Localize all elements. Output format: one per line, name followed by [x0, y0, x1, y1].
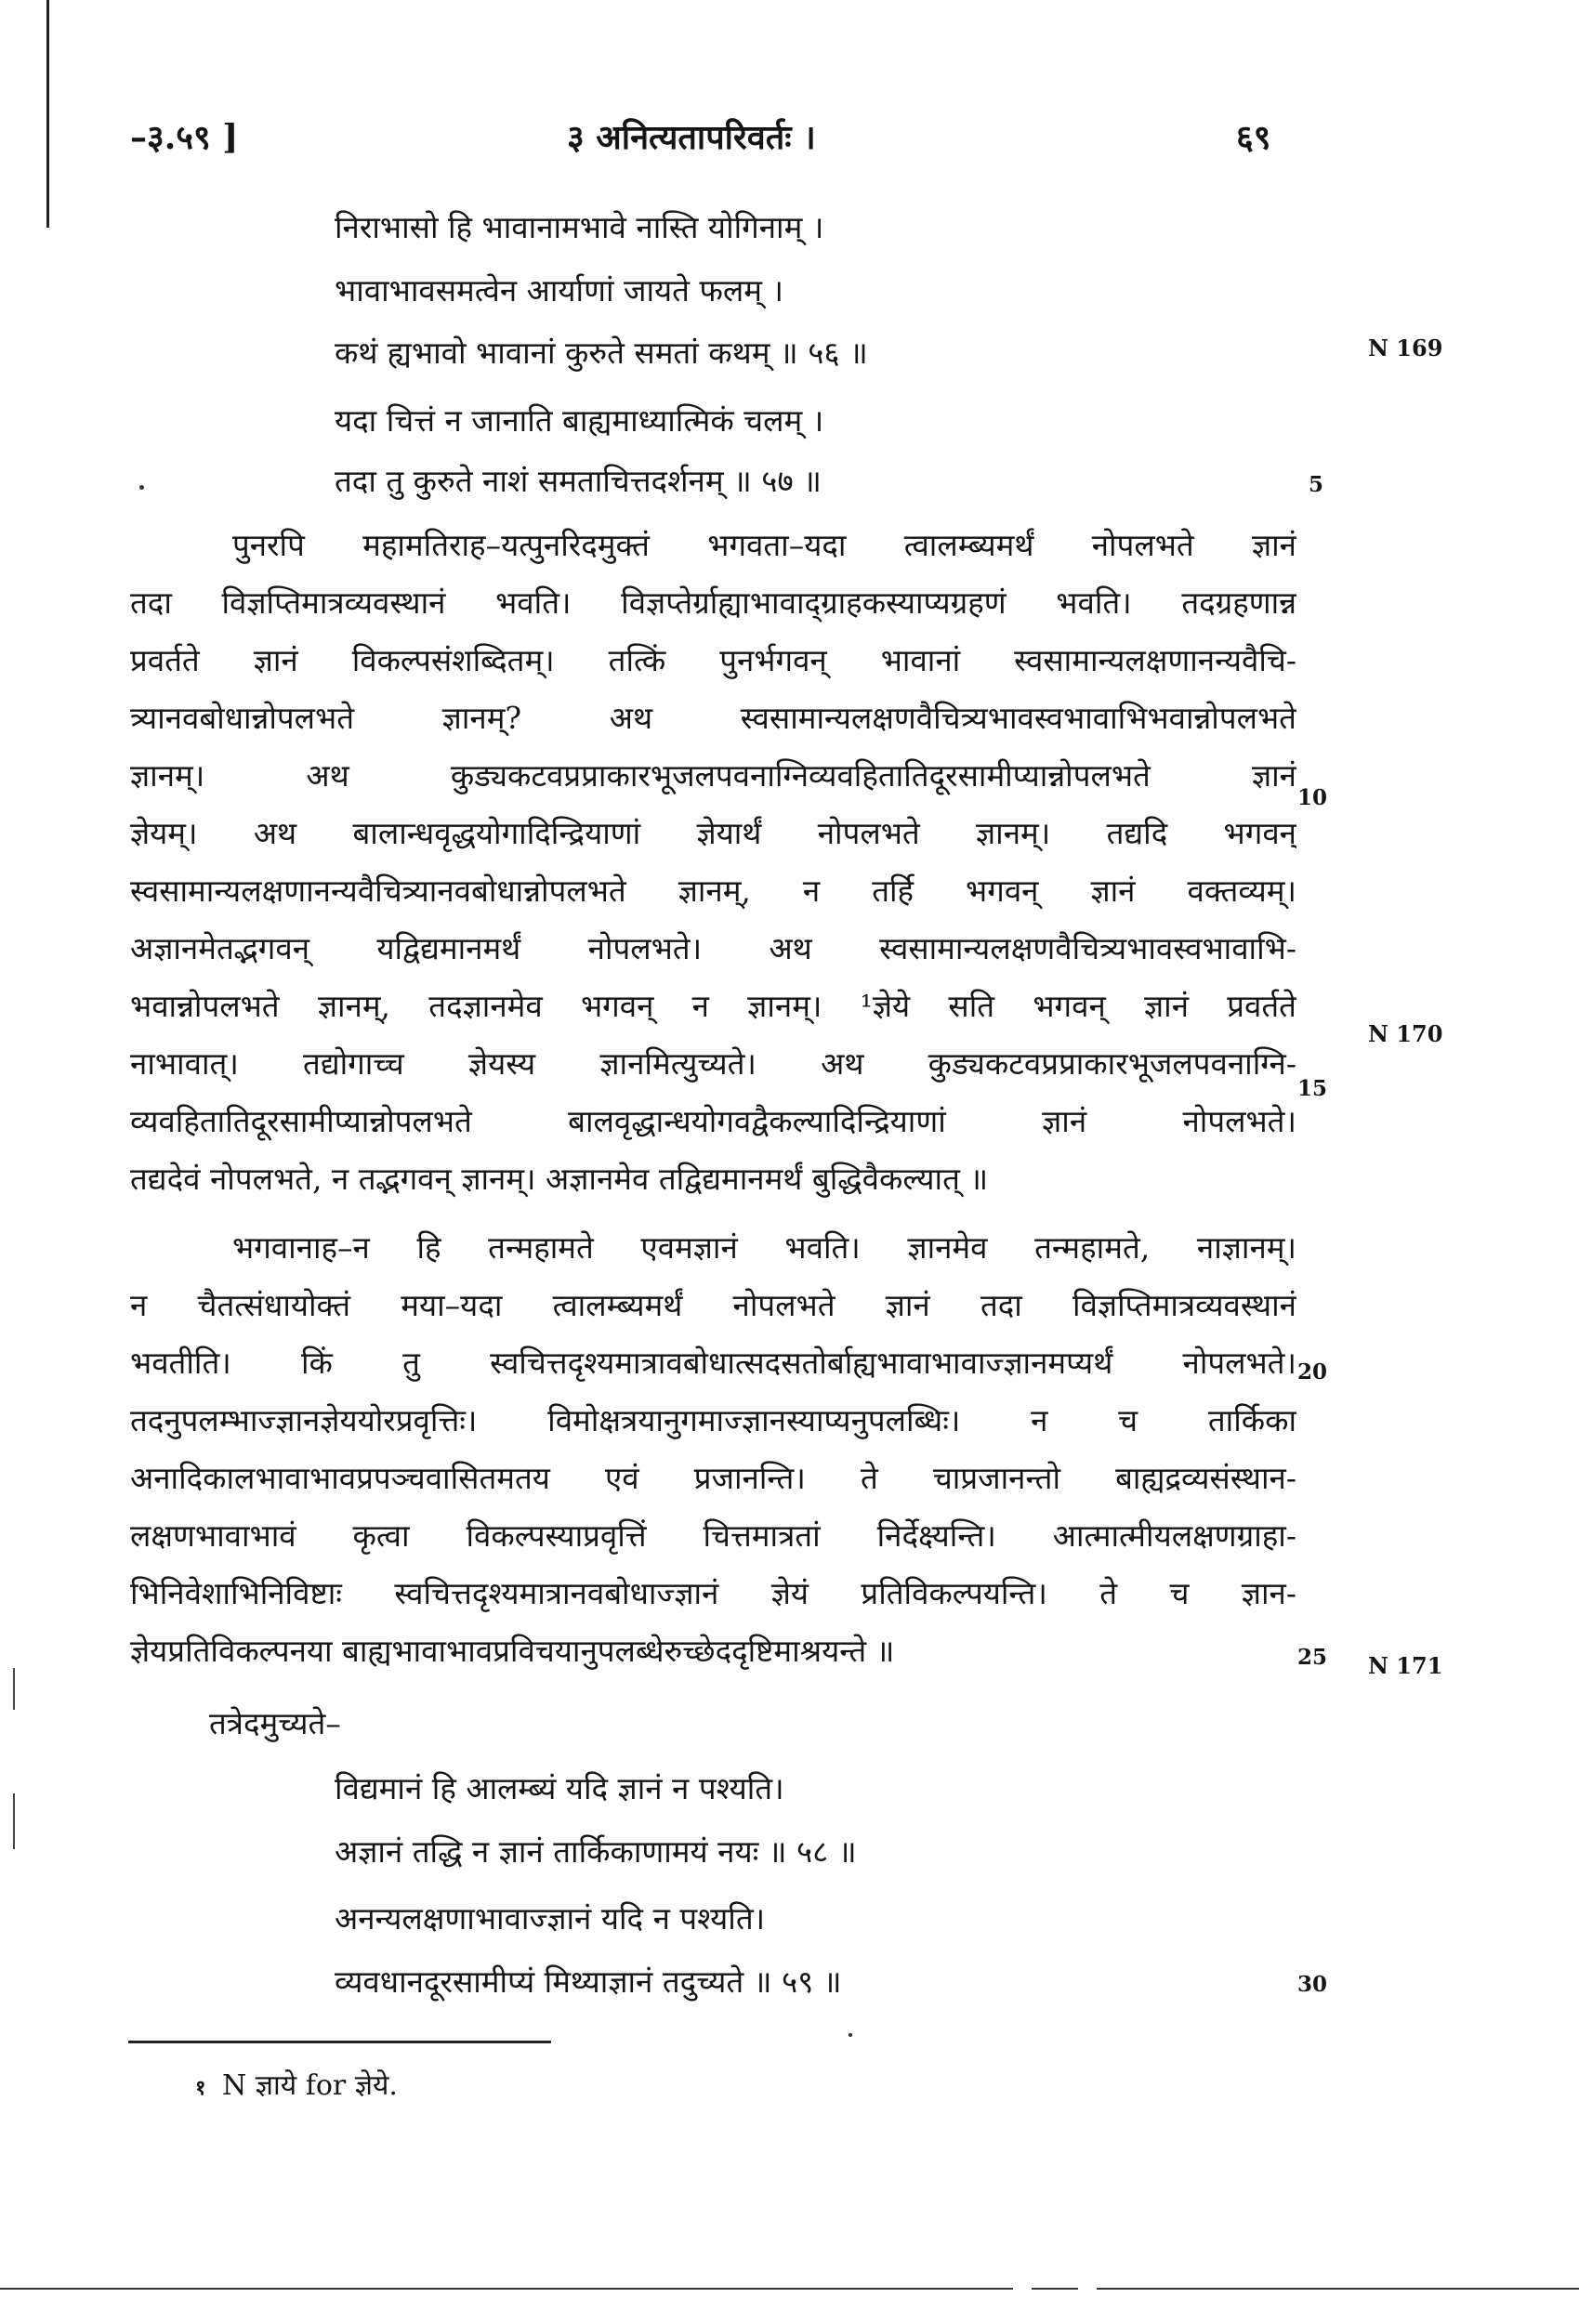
page-edge-rule — [46, 0, 49, 228]
footnote-rule — [128, 2041, 551, 2043]
line-number: 5 — [1309, 472, 1324, 497]
line-number: 15 — [1297, 1076, 1328, 1101]
prose-line: नाभावात्। तद्योगाच्च ज्ञेयस्य ज्ञानमित्युच्यते। अथ कुड्यकटवप्रप्राकारभूजलपवनाग्नि- — [130, 1045, 1296, 1082]
scan-edge-mark — [13, 1668, 15, 1710]
footnote — [195, 2065, 398, 2103]
prose-line: ज्ञानम्। अथ कुड्यकटवप्रप्राकारभूजलपवनाग्निव्यवहितातिदूरसामीप्यान्नोपलभते ज्ञानं — [130, 757, 1296, 794]
stray-dot — [849, 2033, 852, 2037]
stray-dot — [139, 485, 144, 490]
verse-line: यदा चित्तं न जानाति बाह्यमाध्यात्मिकं चलम् । — [335, 402, 824, 439]
prose-line: तदनुपलम्भाज्ज्ञानज्ञेययोरप्रवृत्तिः। विमोक्षत्रयानुगमाज्ज्ञानस्याप्यनुपलब्धिः। न च तार्किका — [130, 1402, 1296, 1438]
prose-line: तद्यदेवं नोपलभते, न तद्भगवन् ज्ञानम्। अज्ञानमेव तद्विद्यमानमर्थं बुद्धिवैकल्यात् ॥ — [130, 1161, 989, 1197]
prose-line: भगवानाह–न हि तन्महामते एवमज्ञानं भवति। ज्ञानमेव तन्महामते, नाज्ञानम्। — [232, 1229, 1296, 1266]
verse-line: अनन्यलक्षणाभावाज्ज्ञानं यदि न पश्यति। — [335, 1900, 766, 1937]
prose-line: तदा विज्ञप्तिमात्रव्यवस्थानं भवति। विज्ञप्तेर्ग्राह्याभावाद्ग्राहकस्याप्यग्रहणं भवति। तदग्रहणान्न — [130, 584, 1296, 621]
verse-line: व्यवधानदूरसामीप्यं मिथ्याज्ञानं तदुच्यते ॥ ५९ ॥ — [335, 1963, 842, 2000]
line-number: 25 — [1297, 1645, 1328, 1670]
bottom-scan-rule — [1032, 2288, 1078, 2290]
manuscript-ref: N 170 — [1368, 1020, 1443, 1047]
header-section-ref: –३.५९ ] — [130, 118, 239, 157]
prose-line: भवतीति। किं तु स्वचित्तदृश्यमात्रावबोधात्सदसतोर्बाह्यभावाभावाज्ज्ञानमप्यर्थं नोपलभते। — [130, 1345, 1296, 1381]
footnote-number: १ — [195, 2076, 206, 2100]
header-chapter-title: ३ अनित्यतापरिवर्तः । — [567, 118, 816, 157]
verse-line: तदा तु कुरुते नाशं समताचित्तदर्शनम् ॥ ५७ ॥ — [335, 463, 822, 499]
prose-line: भवान्नोपलभते ज्ञानम्, तदज्ञानमेव भगवन् न ज्ञानम्। ¹ज्ञेये सति भगवन् ज्ञानं प्रवर्तते — [130, 988, 1296, 1024]
verse-line: भावाभावसमत्वेन आर्याणां जायते फलम् । — [335, 272, 784, 309]
prose-line: भिनिवेशाभिनिविष्टाः स्वचित्तदृश्यमात्रानवबोधाज्ज्ञानं ज्ञेयं प्रतिविकल्पयन्ति। ते च ज्ञान- — [130, 1575, 1296, 1611]
footnote-text: N ज्ञाये for ज्ञेये. — [222, 2069, 398, 2102]
prose-line: ज्ञेयम्। अथ बालान्धवृद्धयोगादिन्द्रियाणां ज्ञेयार्थं नोपलभते ज्ञानम्। तद्यदि भगवन् — [130, 815, 1296, 851]
prose-line: त्र्यानवबोधान्नोपलभते ज्ञानम्? अथ स्वसामान्यलक्षणवैचित्र्यभावस्वभावाभिभवान्नोपलभते — [130, 700, 1296, 736]
prose-line: व्यवहितातिदूरसामीप्यान्नोपलभते बालवृद्धान्धयोगवद्वैकल्यादिन्द्रियाणां ज्ञानं नोपलभते। — [130, 1103, 1296, 1139]
prose-line: प्रवर्तते ज्ञानं विकल्पसंशब्दितम्। तत्किं पुनर्भगवन् भावानां स्वसामान्यलक्षणानन्यवैचि- — [130, 642, 1296, 678]
running-header — [130, 113, 1301, 169]
line-number: 20 — [1297, 1359, 1328, 1385]
verse-intro: तत्रेदमुच्यते– — [209, 1705, 341, 1741]
manuscript-ref: N 169 — [1368, 335, 1443, 361]
bottom-scan-rule — [0, 2288, 1013, 2290]
prose-line: अज्ञानमेतद्भगवन् यद्विद्यमानमर्थं नोपलभते। अथ स्वसामान्यलक्षणवैचित्र्यभावस्वभावाभि- — [130, 930, 1296, 966]
prose-line: ज्ञेयप्रतिविकल्पनया बाह्यभावाभावप्रविचयानुपलब्धेरुच्छेददृष्टिमाश्रयन्ते ॥ — [130, 1633, 895, 1669]
scan-edge-mark — [13, 1793, 15, 1849]
prose-line: अनादिकालभावाभावप्रपञ्चवासितमतय एवं प्रजानन्ति। ते चाप्रजानन्तो बाह्यद्रव्यसंस्थान- — [130, 1460, 1296, 1496]
line-number: 30 — [1297, 1972, 1328, 1997]
prose-line: पुनरपि महामतिराह–यत्पुनरिदमुक्तं भगवता–यदा त्वालम्ब्यमर्थं नोपलभते ज्ञानं — [232, 527, 1296, 563]
prose-line: स्वसामान्यलक्षणानन्यवैचित्र्यानवबोधान्नोपलभते ज्ञानम्, न तर्हि भगवन् ज्ञानं वक्तव्यम्। — [130, 873, 1296, 909]
header-page-number: ६९ — [1236, 118, 1271, 157]
verse-line: कथं ह्यभावो भावानां कुरुते समतां कथम् ॥ ५६ ॥ — [335, 335, 868, 371]
bottom-scan-rule — [1097, 2288, 1579, 2290]
prose-line: न चैतत्संधायोक्तं मया–यदा त्वालम्ब्यमर्थं नोपलभते ज्ञानं तदा विज्ञप्तिमात्रव्यवस्थानं — [130, 1287, 1296, 1323]
line-number: 10 — [1297, 785, 1328, 810]
manuscript-ref: N 171 — [1368, 1652, 1443, 1679]
verse-line: अज्ञानं तद्धि न ज्ञानं तार्किकाणामयं नयः ॥ ५८ ॥ — [335, 1833, 857, 1870]
prose-line: लक्षणभावाभावं कृत्वा विकल्पस्याप्रवृत्तिं चित्तमात्रतां निर्देक्ष्यन्ति। आत्मात्मीयलक्षणग्राहा- — [130, 1517, 1296, 1554]
verse-line: विद्यमानं हि आलम्ब्यं यदि ज्ञानं न पश्यति। — [335, 1770, 784, 1806]
verse-line: निराभासो हि भावानामभावे नास्ति योगिनाम् । — [335, 209, 824, 245]
